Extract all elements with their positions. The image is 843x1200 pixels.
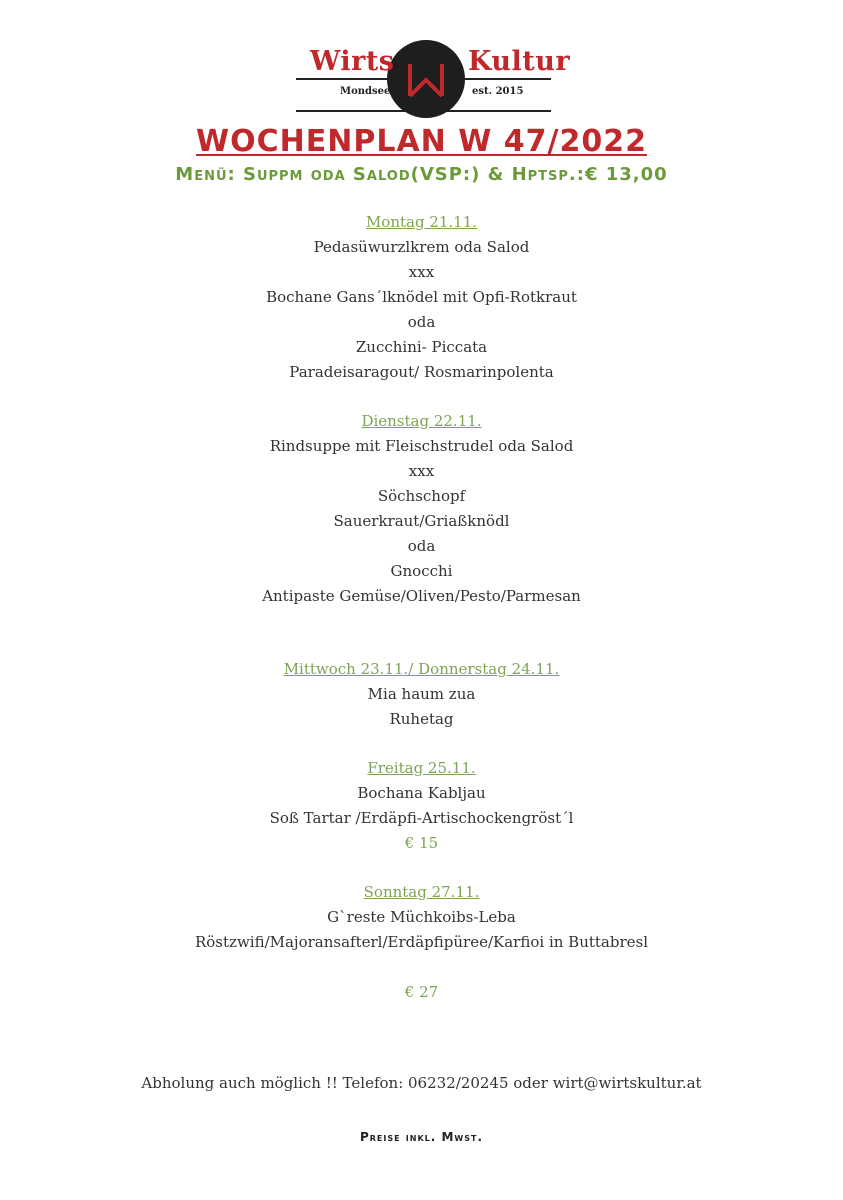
logo-est: est. 2015 bbox=[472, 86, 524, 97]
dish-line: xxx bbox=[408, 263, 435, 281]
dish-line: Söchschopf bbox=[377, 487, 466, 505]
day-heading: Freitag 25.11. bbox=[367, 759, 476, 777]
dish-line: Rindsuppe mit Fleischstrudel oda Salod bbox=[269, 437, 574, 455]
dish-line: Sauerkraut/Griaßknödl bbox=[333, 512, 510, 530]
day-heading: Dienstag 22.11. bbox=[361, 412, 482, 430]
day-tuesday bbox=[0, 409, 843, 609]
dish-line: Bochane Gans´lknödel mit Opfi-Rotkraut bbox=[266, 288, 577, 306]
page-title bbox=[0, 124, 843, 159]
dish-line: Bochana Kabljau bbox=[357, 784, 486, 802]
dish-line: G`reste Müchkoibs-Leba bbox=[327, 908, 516, 926]
pickup-note: Abholung auch möglich !! Telefon: 06232/20245 oder wirt@wirtskultur.at bbox=[141, 1074, 702, 1092]
logo-w-emblem-icon bbox=[404, 58, 448, 102]
logo bbox=[296, 40, 571, 120]
dish-line: Paradeisaragout/ Rosmarinpolenta bbox=[289, 363, 554, 381]
dish-line: Gnocchi bbox=[390, 562, 453, 580]
dish-line: xxx bbox=[408, 462, 435, 480]
dish-line: Mia haum zua bbox=[367, 685, 476, 703]
day-heading: Sonntag 27.11. bbox=[363, 883, 480, 901]
day-friday bbox=[0, 756, 843, 856]
prices-note: Preise inkl. Mwst. bbox=[359, 1130, 484, 1144]
price: € 15 bbox=[404, 834, 439, 852]
menu-line: Menü: Suppm oda Salod(VSP:) & Hptsp.:€ 13,00 bbox=[175, 164, 668, 185]
dish-line: Soß Tartar /Erdäpfi-Artischockengröst´l bbox=[269, 809, 574, 827]
dish-line: Röstzwifi/Majoransafterl/Erdäpfipüree/Karfioi in Buttabresl bbox=[194, 933, 648, 951]
dish-line: Antipaste Gemüse/Oliven/Pesto/Parmesan bbox=[262, 587, 581, 605]
day-heading: Mittwoch 23.11./ Donnerstag 24.11. bbox=[283, 660, 560, 678]
logo-word-left: Wirts bbox=[310, 46, 395, 77]
day-sunday bbox=[0, 880, 843, 1005]
dish-line: Zucchini- Piccata bbox=[355, 338, 488, 356]
dish-line: Ruhetag bbox=[389, 710, 454, 728]
day-wed-thu bbox=[0, 657, 843, 732]
page-title-text: WOCHENPLAN W 47/2022 bbox=[196, 124, 647, 159]
logo-place: Mondsee bbox=[340, 86, 391, 97]
dish-line: Pedasüwurzlkrem oda Salod bbox=[313, 238, 530, 256]
price: € 27 bbox=[404, 983, 439, 1001]
dish-line: oda bbox=[407, 537, 436, 555]
day-monday bbox=[0, 210, 843, 385]
dish-line: oda bbox=[407, 313, 436, 331]
day-heading: Montag 21.11. bbox=[365, 213, 478, 231]
logo-word-right: Kultur bbox=[468, 46, 571, 77]
spacer bbox=[0, 955, 843, 980]
